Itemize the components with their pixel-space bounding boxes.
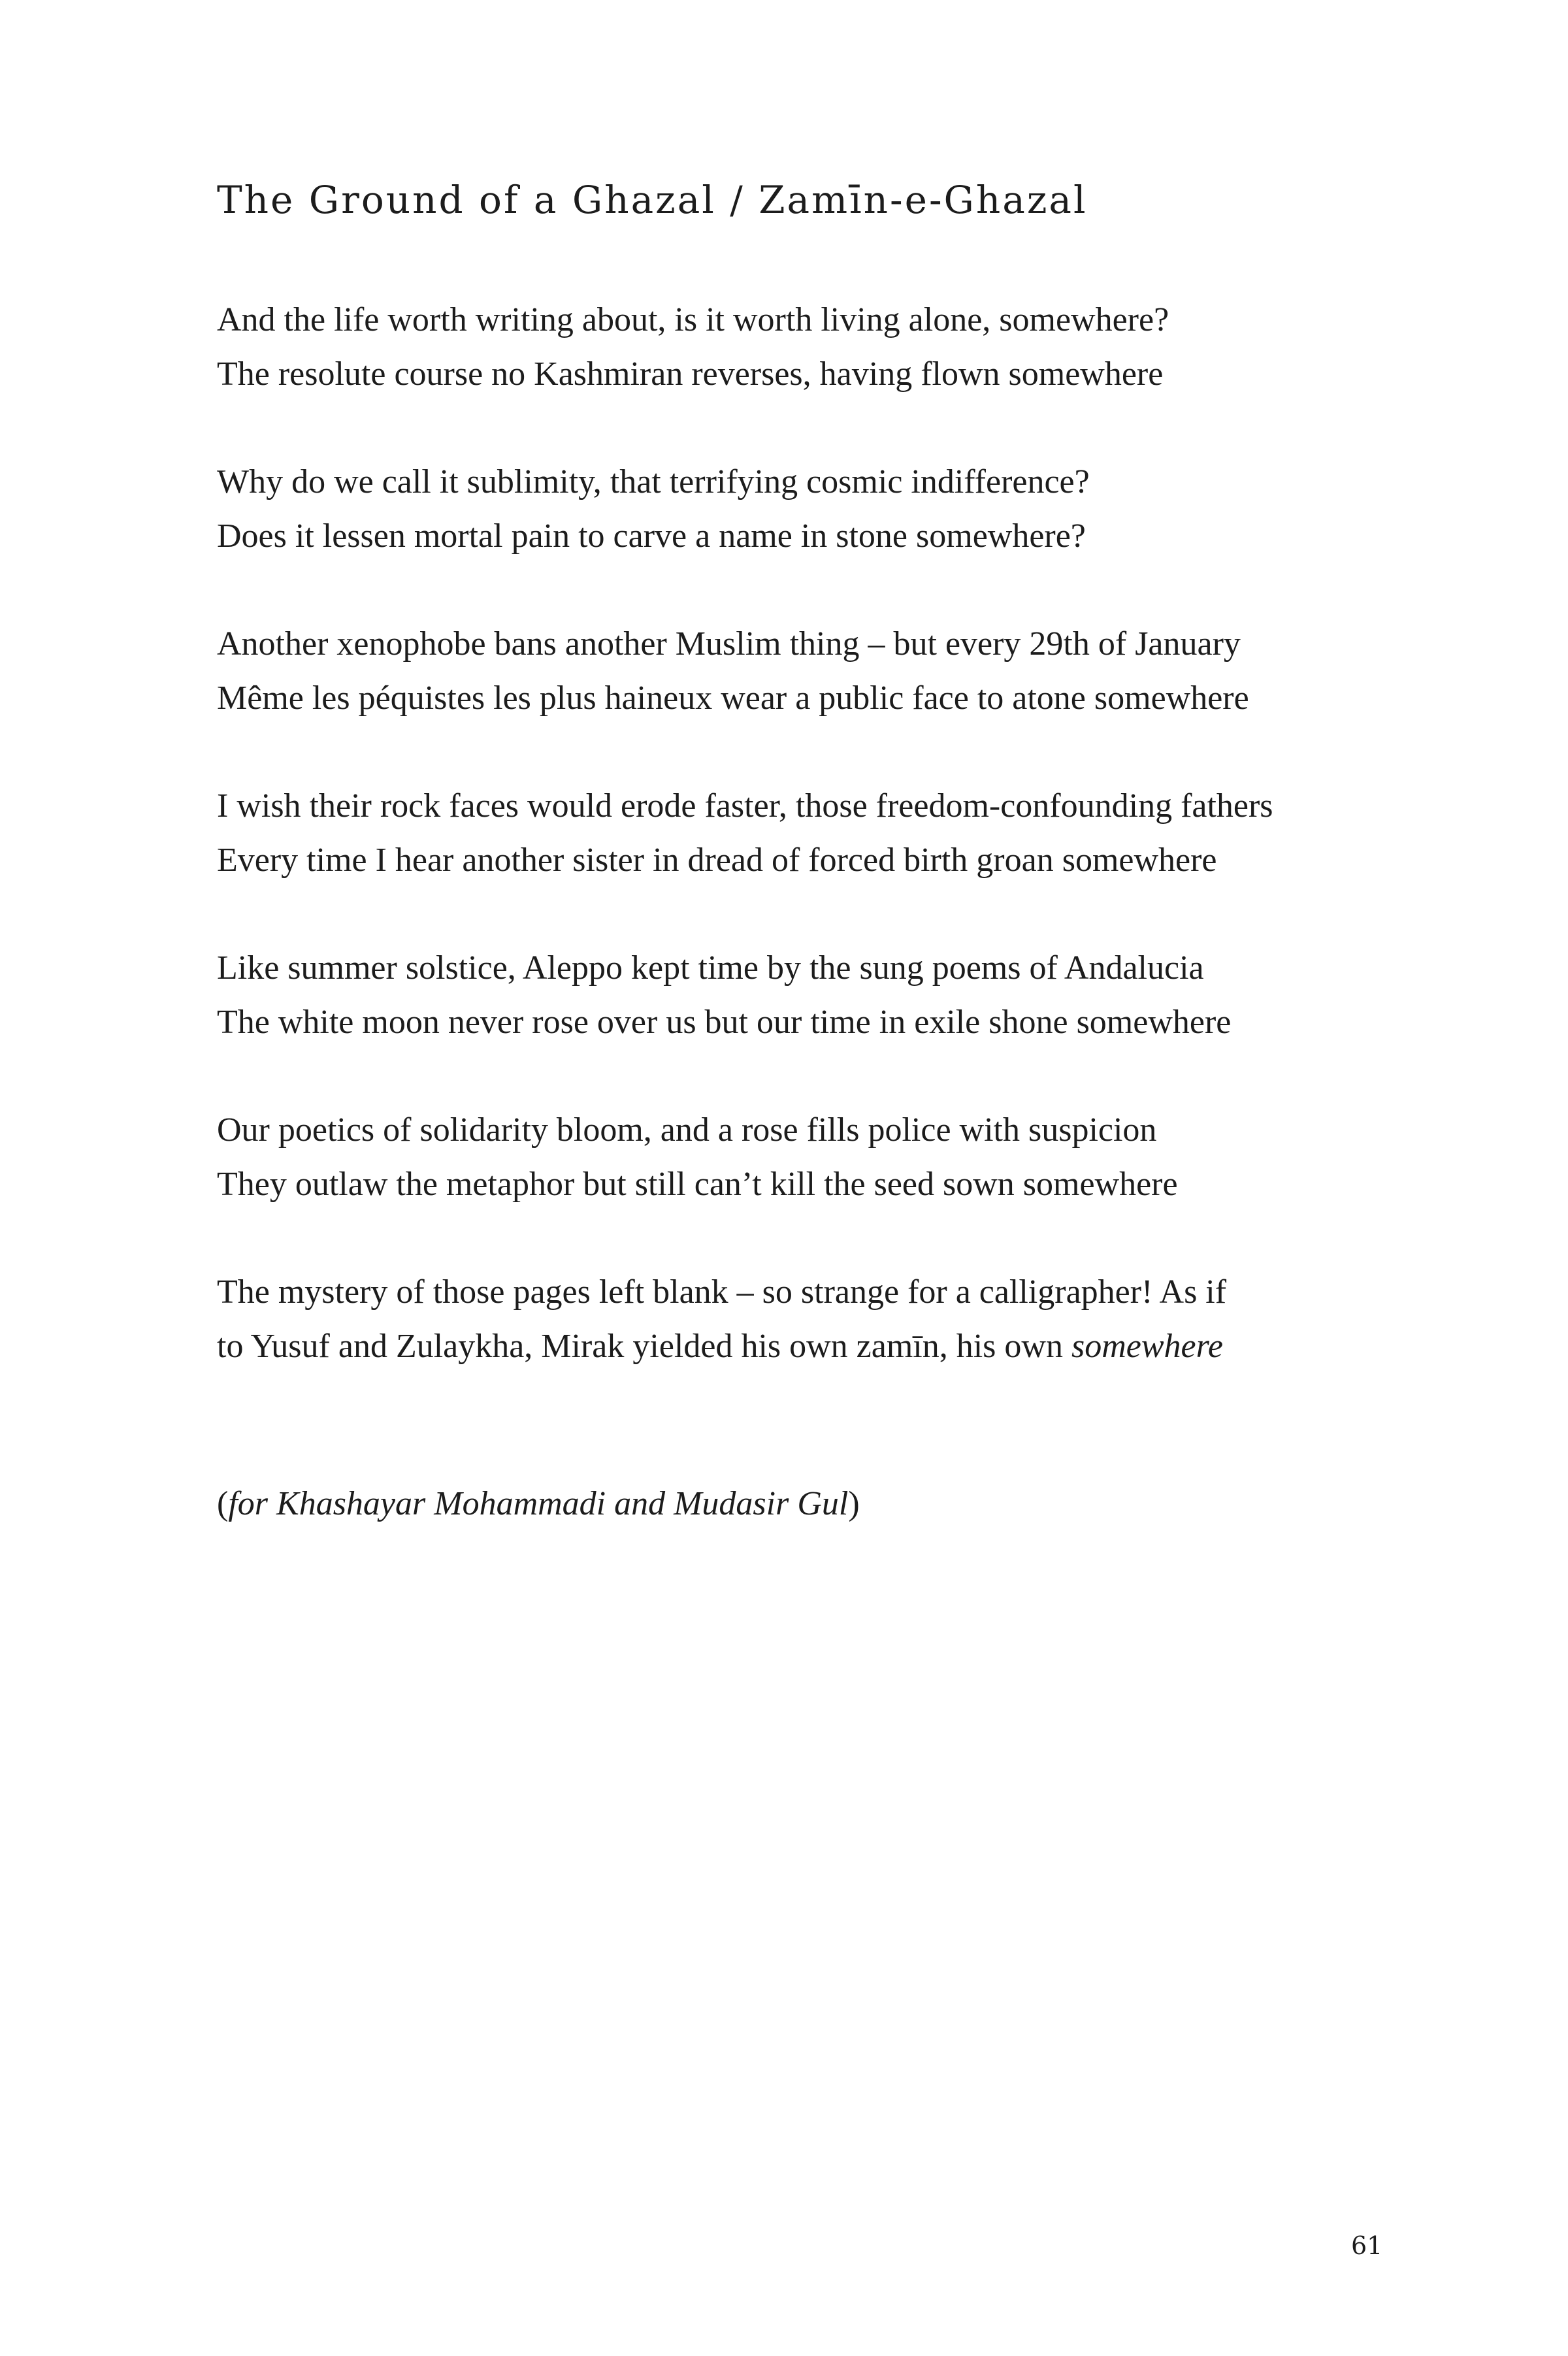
dedication-text: for Khashayar Mohammadi and Mudasir Gul [228, 1485, 849, 1522]
poem-line: Why do we call it sublimity, that terrifying cosmic indifference? [217, 463, 1090, 500]
couplet-4 [217, 779, 1458, 887]
couplet-1 [217, 293, 1458, 401]
poem-line: Does it lessen mortal pain to carve a name in stone somewhere? [217, 517, 1086, 555]
couplet-5 [217, 941, 1458, 1049]
poem-line: The white moon never rose over us but our time in exile shone somewhere [217, 1004, 1232, 1041]
dedication [217, 1477, 860, 1531]
poem-line: Another xenophobe bans another Muslim thing – but every 29th of January [217, 625, 1241, 663]
poem-line: And the life worth writing about, is it worth living alone, somewhere? [217, 301, 1169, 338]
poem-line: Every time I hear another sister in dread of forced birth groan somewhere [217, 842, 1217, 879]
poem-line: The mystery of those pages left blank – so strange for a calligrapher! As if [217, 1273, 1227, 1311]
dedication-open-paren: ( [217, 1485, 229, 1522]
poem-body [217, 293, 1458, 1427]
page-number: 61 [1351, 2231, 1383, 2260]
poem-line: Our poetics of solidarity bloom, and a rose fills police with suspicion [217, 1111, 1157, 1149]
poem-line-with-italic [217, 1319, 1458, 1373]
poem-line: Même les péquistes les plus haineux wear a public face to atone somewhere [217, 679, 1249, 717]
couplet-7 [217, 1265, 1458, 1373]
poem-line-text: to Yusuf and Zulaykha, Mirak yielded his own zamīn, his own [217, 1328, 1071, 1365]
couplet-3 [217, 617, 1458, 725]
poem-line: I wish their rock faces would erode faster, those freedom-confounding fathers [217, 787, 1273, 825]
couplet-6 [217, 1103, 1458, 1211]
poem-line: They outlaw the metaphor but still can’t kill the seed sown somewhere [217, 1166, 1178, 1203]
poem-title: The Ground of a Ghazal / Zamīn-e-Ghazal [217, 178, 1088, 222]
italic-word: somewhere [1071, 1328, 1224, 1365]
couplet-2 [217, 455, 1458, 563]
poem-line: Like summer solstice, Aleppo kept time by the sung poems of Andalucia [217, 949, 1204, 987]
poem-line: The resolute course no Kashmiran reverses, having flown somewhere [217, 355, 1164, 393]
dedication-close-paren: ) [848, 1485, 860, 1522]
